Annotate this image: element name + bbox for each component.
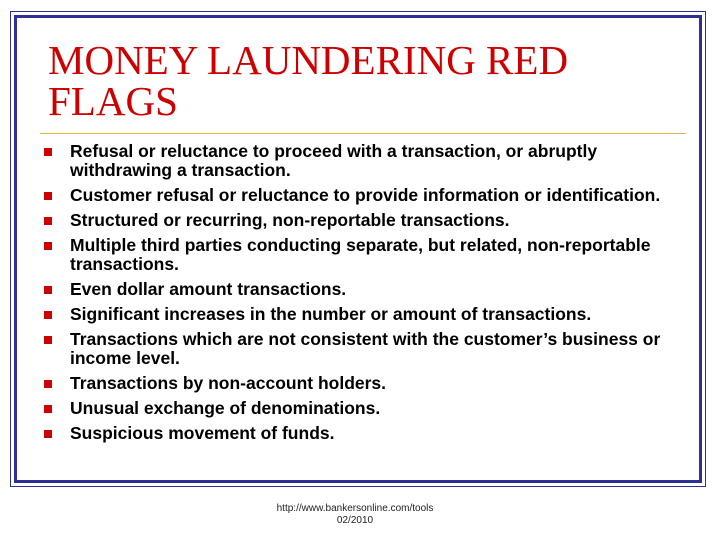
square-bullet-icon	[44, 148, 52, 156]
square-bullet-icon	[44, 430, 52, 438]
square-bullet-icon	[44, 286, 52, 294]
slide-title: MONEY LAUNDERING RED FLAGS	[48, 37, 569, 124]
bullet-text: Transactions which are not consistent with the customer’s business or income level.	[70, 329, 661, 368]
bullet-item	[44, 236, 674, 274]
bullet-item	[44, 330, 674, 368]
square-bullet-icon	[44, 242, 52, 250]
square-bullet-icon	[44, 405, 52, 413]
square-bullet-icon	[44, 217, 52, 225]
square-bullet-icon	[44, 380, 52, 388]
bullet-text: Multiple third parties conducting separate, but related, non-reportable transactions.	[70, 235, 651, 274]
title-divider	[40, 133, 686, 134]
bullet-item	[44, 399, 674, 418]
footer-url: http://www.bankersonline.com/tools	[276, 503, 434, 514]
bullet-list	[44, 142, 674, 449]
square-bullet-icon	[44, 311, 52, 319]
bullet-item	[44, 280, 674, 299]
square-bullet-icon	[44, 336, 52, 344]
bullet-text: Customer refusal or reluctance to provide information or identification.	[70, 185, 661, 205]
footer-date: 02/2010	[336, 515, 374, 526]
bullet-text: Significant increases in the number or amount of transactions.	[70, 304, 592, 324]
bullet-item	[44, 142, 674, 180]
square-bullet-icon	[44, 192, 52, 200]
bullet-item	[44, 424, 674, 443]
bullet-item	[44, 211, 674, 230]
bullet-text: Transactions by non-account holders.	[70, 373, 387, 393]
bullet-text: Structured or recurring, non-reportable transactions.	[70, 210, 510, 230]
slide-footer	[260, 503, 450, 527]
bullet-item	[44, 374, 674, 393]
bullet-text: Unusual exchange of denominations.	[70, 398, 381, 418]
bullet-item	[44, 305, 674, 324]
bullet-text: Suspicious movement of funds.	[70, 423, 335, 443]
bullet-text: Even dollar amount transactions.	[70, 279, 347, 299]
bullet-item	[44, 186, 674, 205]
bullet-text: Refusal or reluctance to proceed with a transaction, or abruptly withdrawing a transaction.	[70, 141, 598, 180]
